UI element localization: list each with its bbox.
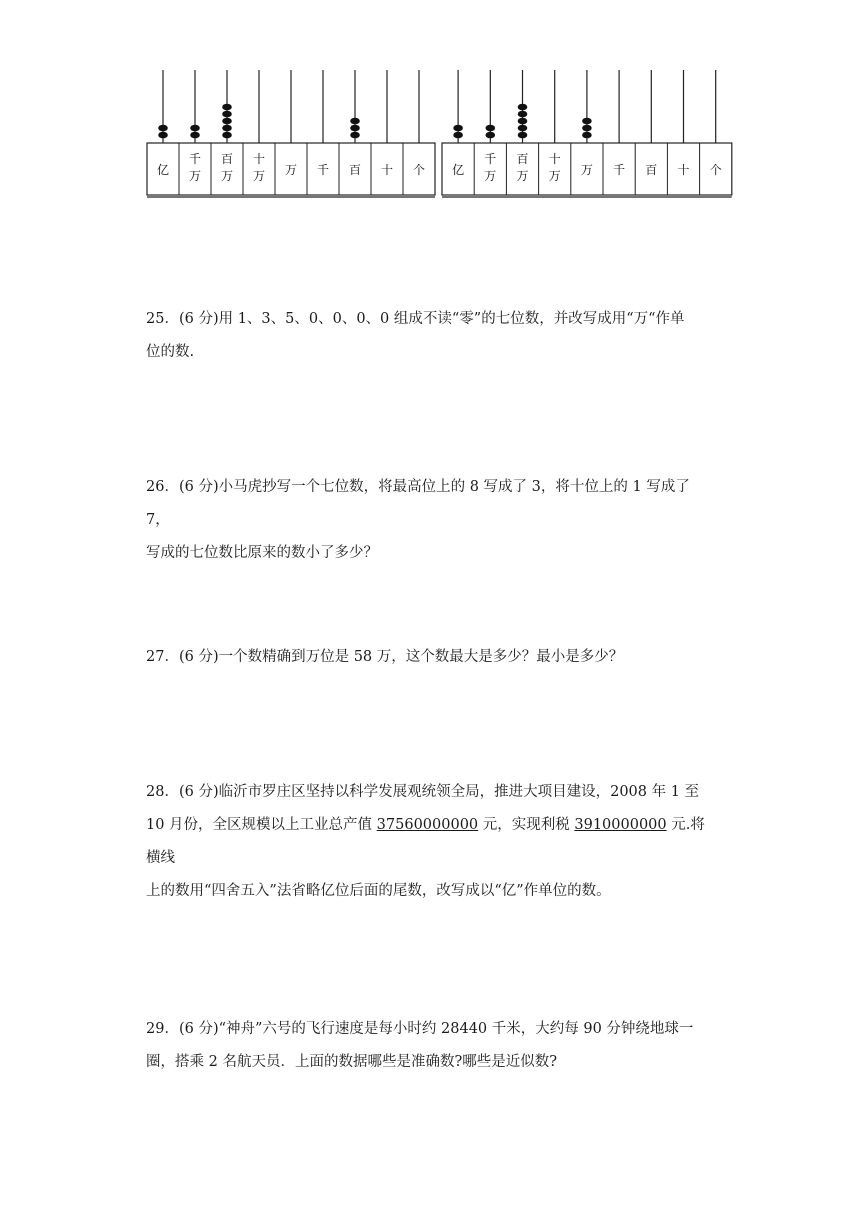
question-25-line1: 25．(6 分)用 1、3、5、0、0、0、0 组成不读“零”的七位数，并改写成用“万“作单: [146, 311, 685, 327]
abacus-left-drawing: [146, 68, 436, 200]
question-29: [146, 1013, 716, 1079]
place-label: 万: [548, 169, 561, 183]
question-26: [146, 471, 716, 570]
abacus-bead: [582, 132, 592, 139]
place-label: 亿: [452, 163, 465, 177]
abacus-bead: [158, 125, 168, 132]
abacus-bead: [518, 125, 528, 132]
place-label: 万: [188, 169, 202, 183]
question-26-line1: 26．(6 分)小马虎抄写一个七位数，将最高位上的 8 写成了 3，将十位上的 1 写成了 7，: [146, 479, 690, 528]
place-label: 百: [516, 152, 529, 166]
place-label: 十: [677, 163, 690, 177]
question-29-line1: 29．(6 分)“神舟”六号的飞行速度是每小时约 28440 千米，大约每 90 分钟绕地球一: [146, 1021, 694, 1037]
abacus-bead: [486, 125, 496, 132]
place-label: 亿: [156, 163, 170, 177]
underlined-number-1: 37560000000: [376, 817, 479, 833]
abacus-bead: [518, 104, 528, 111]
place-label: 十: [548, 152, 561, 166]
abacus-right: [441, 68, 733, 200]
abacus-left: [146, 68, 436, 200]
place-label: 万: [252, 169, 266, 183]
question-25-line2: 位的数.: [146, 344, 195, 360]
question-28-line3: 上的数用“四舍五入”法省略亿位后面的尾数，改写成以“亿”作单位的数。: [146, 883, 611, 899]
place-label: 百: [220, 152, 234, 166]
place-label: 十: [380, 163, 394, 177]
place-label: 万: [580, 163, 593, 177]
question-25: [146, 303, 716, 369]
place-label: 千: [613, 163, 626, 177]
place-label: 十: [252, 152, 266, 166]
question-27-line1: 27．(6 分)一个数精确到万位是 58 万，这个数最大是多少？最小是多少？: [146, 649, 624, 665]
abacus-bead: [518, 111, 528, 118]
abacus-bead: [222, 125, 232, 132]
abacus-bead: [350, 125, 360, 132]
question-27: [146, 641, 716, 674]
question-28-line2: [146, 809, 716, 875]
place-label: 百: [348, 163, 362, 177]
abacus-bead: [486, 132, 496, 139]
question-28-line1: 28．(6 分)临沂市罗庄区坚持以科学发展观统领全局，推进大项目建设，2008 年 1 至: [146, 784, 700, 800]
abacus-bead: [222, 104, 232, 111]
place-label: 万: [220, 169, 234, 183]
place-label: 万: [484, 169, 497, 183]
abacus-right-drawing: [441, 68, 733, 200]
place-label: 个: [709, 163, 722, 177]
abacus-bead: [190, 125, 200, 132]
abacus-bead: [453, 132, 463, 139]
abacus-bead: [190, 132, 200, 139]
question-28-text-c: 元.将横线: [146, 817, 705, 866]
underlined-number-2: 3910000000: [574, 817, 667, 833]
question-29-line2: 圈，搭乘 2 名航天员．上面的数据哪些是准确数?哪些是近似数?: [146, 1054, 557, 1070]
place-label: 千: [188, 152, 202, 166]
place-label: 百: [645, 163, 658, 177]
abacus-bead: [518, 132, 528, 139]
abacus-bead: [582, 118, 592, 125]
place-label: 千: [316, 163, 330, 177]
question-28-text-a: 10 月份，全区规模以上工业总产值: [146, 817, 377, 833]
question-26-line2: 写成的七位数比原来的数小了多少？: [146, 545, 378, 561]
abacus-bead: [518, 118, 528, 125]
abacus-bead: [222, 118, 232, 125]
question-28-text-b: 元，实现利税: [478, 817, 575, 833]
place-label: 千: [484, 152, 497, 166]
abacus-bead: [222, 111, 232, 118]
place-label: 万: [516, 169, 529, 183]
abacus-bead: [453, 125, 463, 132]
abacus-bead: [158, 132, 168, 139]
abacus-bead: [350, 118, 360, 125]
abacus-bead: [350, 132, 360, 139]
abacus-bead: [222, 132, 232, 139]
abacus-bead: [582, 125, 592, 132]
question-28: [146, 776, 716, 908]
place-label: 万: [284, 163, 298, 177]
place-label: 个: [412, 163, 426, 177]
